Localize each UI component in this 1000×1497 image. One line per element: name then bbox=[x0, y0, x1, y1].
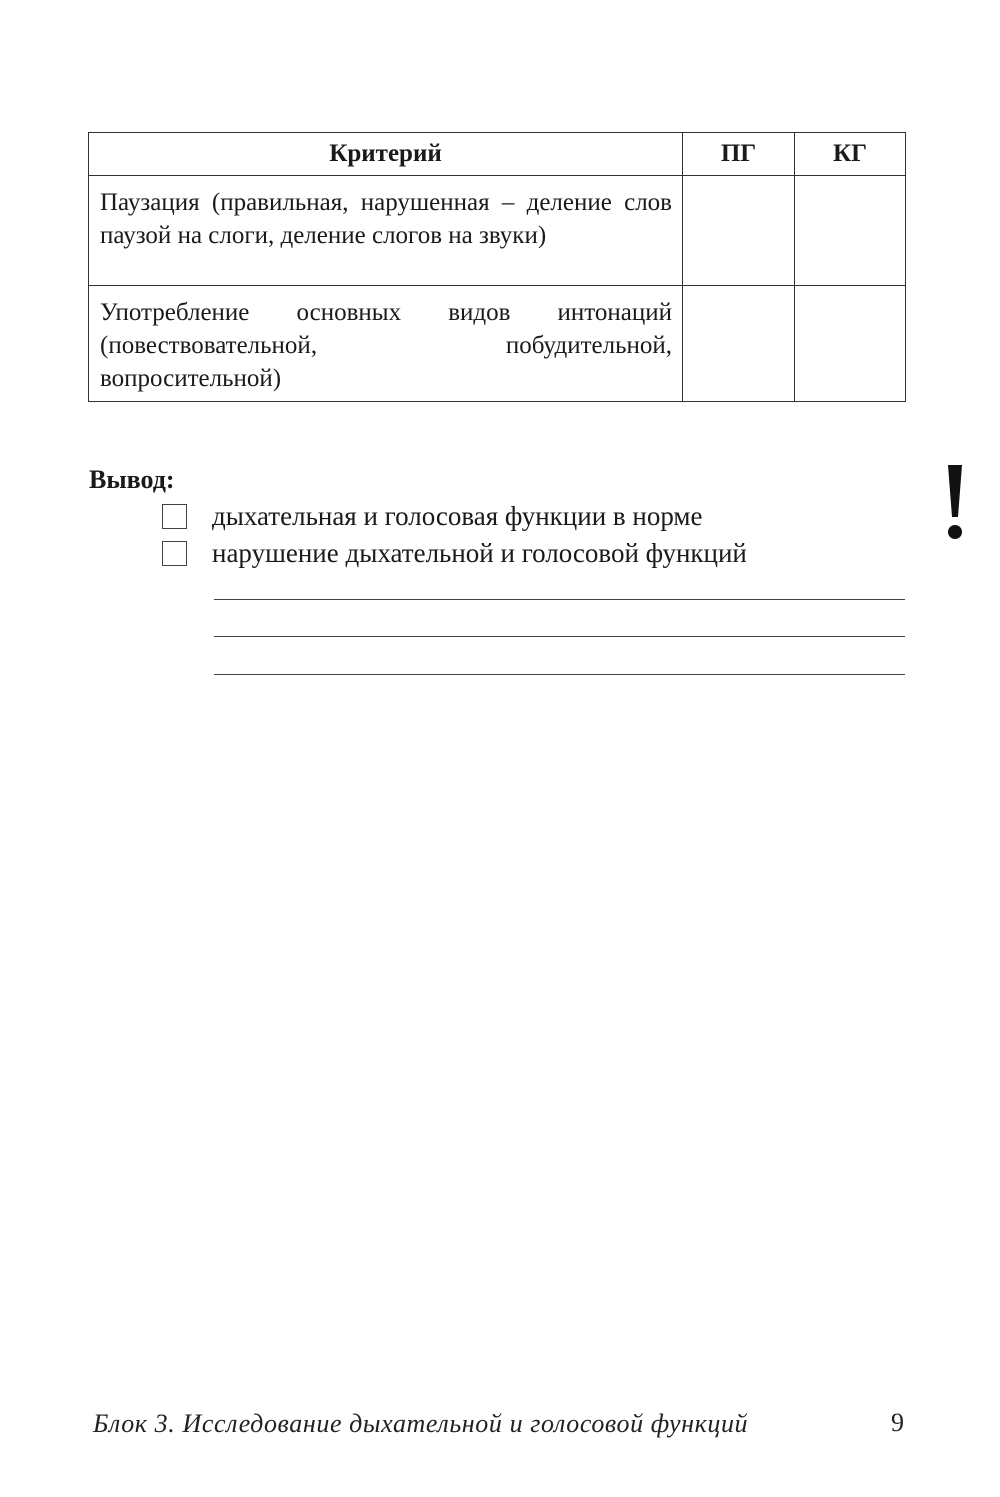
option-label: дыхательная и голосовая функции в норме bbox=[212, 501, 703, 531]
pg-cell[interactable] bbox=[683, 176, 795, 286]
conclusion-option-impaired[interactable] bbox=[162, 538, 747, 569]
conclusion-label: Вывод: bbox=[89, 465, 175, 494]
conclusion-option-normal[interactable] bbox=[162, 501, 703, 532]
table-row bbox=[89, 176, 906, 286]
header-criterion: Критерий bbox=[89, 133, 683, 176]
header-pg: ПГ bbox=[683, 133, 795, 176]
answer-line[interactable] bbox=[214, 674, 905, 675]
option-label: нарушение дыхательной и голосовой функций bbox=[212, 538, 747, 568]
answer-line[interactable] bbox=[214, 599, 905, 600]
exclamation-icon bbox=[938, 462, 972, 542]
kg-cell[interactable] bbox=[795, 176, 906, 286]
answer-line[interactable] bbox=[214, 636, 905, 637]
kg-cell[interactable] bbox=[795, 286, 906, 402]
pg-cell[interactable] bbox=[683, 286, 795, 402]
checkbox[interactable] bbox=[162, 504, 187, 529]
table-header-row bbox=[89, 133, 906, 176]
criterion-cell: Употребление основных видов интонаций (повествовательной, побудительной, вопросительной) bbox=[89, 286, 683, 402]
checkbox[interactable] bbox=[162, 541, 187, 566]
criteria-table bbox=[88, 132, 906, 402]
criterion-cell: Паузация (правильная, нарушенная – деление слов паузой на слоги, деление слогов на звуки) bbox=[89, 176, 683, 286]
footer-title: Блок 3. Исследование дыхательной и голосовой функций bbox=[93, 1409, 749, 1438]
table-row bbox=[89, 286, 906, 402]
page-number: 9 bbox=[891, 1408, 904, 1437]
header-kg: КГ bbox=[795, 133, 906, 176]
